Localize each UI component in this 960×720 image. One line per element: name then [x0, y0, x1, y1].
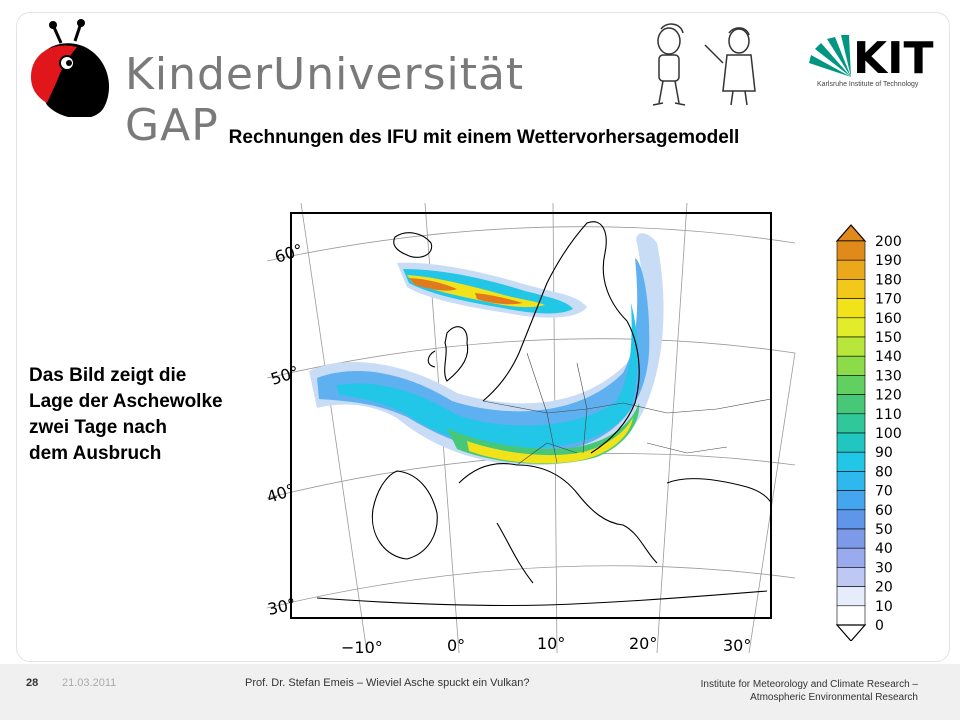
footer-institute — [618, 678, 918, 704]
colorbar-label: 120 — [875, 387, 902, 404]
colorbar-top-arrow — [837, 225, 865, 241]
lon-label: 30° — [723, 636, 752, 655]
caption-line: Das Bild zeigt die — [29, 365, 187, 386]
colorbar-segment — [837, 452, 865, 471]
kit-subtitle: Karlsruhe Institute of Technology — [817, 81, 919, 88]
lon-label: 10° — [537, 634, 566, 653]
institute-line: Atmospheric Environmental Research — [750, 692, 918, 703]
colorbar-label: 90 — [875, 445, 893, 462]
cartoon-figures-icon — [647, 21, 777, 111]
kit-fan-icon — [807, 33, 853, 79]
colorbar-label: 200 — [875, 234, 902, 250]
ash-cloud-layer — [309, 233, 664, 465]
colorbar — [807, 221, 937, 641]
lon-label: −10° — [341, 638, 383, 657]
colorbar-segment — [837, 491, 865, 510]
colorbar-segment — [837, 318, 865, 337]
lat-label: 30° — [265, 594, 298, 619]
caption-line: dem Ausbruch — [29, 443, 162, 464]
colorbar-segment — [837, 510, 865, 529]
ash-cloud-map — [247, 203, 797, 662]
colorbar-segment — [837, 606, 865, 625]
footer-date: 21.03.2011 — [62, 677, 117, 689]
colorbar-segment — [837, 587, 865, 606]
colorbar-label: 170 — [875, 291, 902, 308]
colorbar-segment — [837, 241, 865, 260]
lon-label: 20° — [629, 634, 658, 653]
colorbar-segment — [837, 260, 865, 279]
footer — [0, 664, 960, 720]
colorbar-label: 150 — [875, 330, 902, 346]
institute-line: Institute for Meteorology and Climate Research – — [700, 679, 918, 690]
caption-line: Lage der Aschewolke — [29, 391, 223, 412]
logo-text: KinderUniversität GAP — [125, 49, 525, 151]
lon-label: 0° — [447, 636, 466, 655]
colorbar-label: 130 — [875, 368, 902, 385]
colorbar-label: 80 — [875, 464, 893, 481]
colorbar-segment — [837, 548, 865, 567]
colorbar-label: 140 — [875, 349, 902, 366]
kit-logo — [807, 33, 934, 103]
lat-label: 50° — [268, 361, 302, 389]
colorbar-bottom-arrow — [837, 625, 865, 641]
colorbar-label: 20 — [875, 579, 893, 596]
caption-line: zwei Tage nach — [29, 417, 167, 438]
colorbar-segment — [837, 395, 865, 414]
colorbar-segment — [837, 433, 865, 452]
colorbar-segment — [837, 299, 865, 318]
page-number: 28 — [26, 677, 39, 689]
colorbar-segment — [837, 567, 865, 586]
colorbar-label: 40 — [875, 541, 893, 558]
slide — [16, 12, 950, 662]
colorbar-label: 0 — [875, 618, 884, 634]
colorbar-segment — [837, 375, 865, 394]
colorbar-label: 70 — [875, 483, 893, 500]
colorbar-segment — [837, 356, 865, 375]
colorbar-segment — [837, 279, 865, 298]
colorbar-label: 190 — [875, 253, 902, 270]
kit-wordmark: KIT — [853, 33, 934, 84]
colorbar-label: 30 — [875, 560, 893, 577]
colorbar-label: 110 — [875, 406, 902, 423]
colorbar-segment — [837, 529, 865, 548]
lat-label: 40° — [264, 479, 298, 507]
colorbar-label: 50 — [875, 522, 893, 538]
colorbar-label: 160 — [875, 310, 902, 327]
colorbar-label: 60 — [875, 502, 893, 519]
colorbar-segment — [837, 414, 865, 433]
slide-title: Rechnungen des IFU mit einem Wettervorhersagemodell — [228, 127, 740, 148]
ladybug-icon — [23, 17, 133, 117]
footer-author: Prof. Dr. Stefan Emeis – Wieviel Asche spuckt ein Vulkan? — [245, 677, 530, 689]
colorbar-label: 10 — [875, 598, 893, 615]
colorbar-segment — [837, 471, 865, 490]
colorbar-label: 100 — [875, 426, 902, 442]
colorbar-segment — [837, 337, 865, 356]
colorbar-label: 180 — [875, 272, 902, 289]
slide-caption — [29, 363, 223, 467]
lat-label: 60° — [272, 239, 306, 267]
